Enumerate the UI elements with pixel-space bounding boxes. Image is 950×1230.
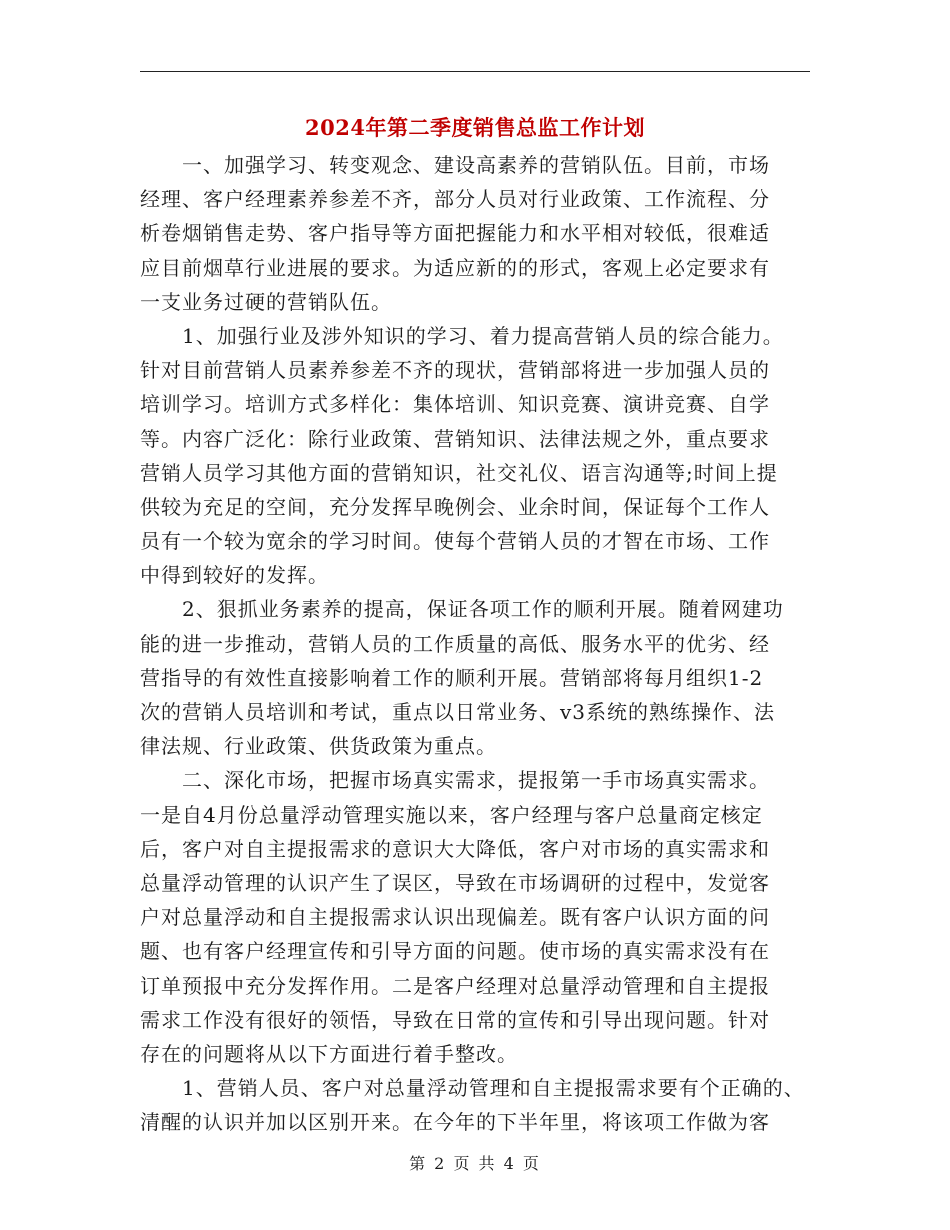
header-rule xyxy=(140,71,810,72)
text-line: 1、加强行业及涉外知识的学习、着力提高营销人员的综合能力。 xyxy=(140,323,784,348)
text-line: 清醒的认识并加以区别开来。在今年的下半年里，将该项工作做为客 xyxy=(140,1110,770,1135)
text-line: 后，客户对自主提报需求的意识大大降低，客户对市场的真实需求和 xyxy=(140,836,770,861)
text-line: 一支业务过硬的营销队伍。 xyxy=(140,289,392,314)
text-line: 员有一个较为宽余的学习时间。使每个营销人员的才智在市场、工作 xyxy=(140,529,770,554)
text-line: 次的营销人员培训和考试，重点以日常业务、v3系统的熟练操作、法 xyxy=(140,700,776,724)
text-line: 2、狠抓业务素养的提高，保证各项工作的顺利开展。随着网建功 xyxy=(140,597,784,622)
text-line: 总量浮动管理的认识产生了误区，导致在市场调研的过程中，发觉客 xyxy=(140,870,770,895)
text-line: 一是自4月份总量浮动管理实施以来，客户经理与客户总量商定核定 xyxy=(140,802,763,827)
text-line: 针对目前营销人员素养参差不齐的现状，营销部将进一步加强人员的 xyxy=(140,358,770,383)
text-line: 存在的问题将从以下方面进行着手整改。 xyxy=(140,1041,518,1066)
document-body xyxy=(140,148,820,1139)
document-title: 2024年第二季度销售总监工作计划 xyxy=(305,115,645,140)
text-line: 中得到较好的发挥。 xyxy=(140,563,329,588)
text-line: 一、加强学习、转变观念、建设高素养的营销队伍。目前，市场 xyxy=(140,153,770,177)
text-line: 等。内容广泛化：除行业政策、营销知识、法律法规之外，重点要求 xyxy=(140,426,770,451)
page-footer: 第 2 页 共 4 页 xyxy=(409,1154,541,1173)
text-line: 应目前烟草行业进展的要求。为适应新的的形式，客观上必定要求有 xyxy=(140,255,770,280)
text-line: 培训学习。培训方式多样化：集体培训、知识竞赛、演讲竞赛、自学 xyxy=(140,392,770,417)
text-line: 户对总量浮动和自主提报需求认识出现偏差。既有客户认识方面的问 xyxy=(140,905,770,930)
text-line: 二、深化市场，把握市场真实需求，提报第一手市场真实需求。 xyxy=(140,768,770,793)
text-line: 题、也有客户经理宣传和引导方面的问题。使市场的真实需求没有在 xyxy=(140,939,770,964)
text-line: 1、营销人员、客户对总量浮动管理和自主提报需求要有个正确的、 xyxy=(140,1076,805,1101)
text-line: 供较为充足的空间，充分发挥早晚例会、业余时间，保证每个工作人 xyxy=(140,494,770,519)
text-line: 析卷烟销售走势、客户指导等方面把握能力和水平相对较低，很难适 xyxy=(140,221,770,246)
text-line: 能的进一步推动，营销人员的工作质量的高低、服务水平的优劣、经 xyxy=(140,631,770,656)
text-line: 营销人员学习其他方面的营销知识，社交礼仪、语言沟通等;时间上提 xyxy=(140,460,778,485)
text-line: 订单预报中充分发挥作用。二是客户经理对总量浮动管理和自主提报 xyxy=(140,973,770,998)
text-line: 需求工作没有很好的领悟，导致在日常的宣传和引导出现问题。针对 xyxy=(140,1007,770,1032)
text-line: 律法规、行业政策、供货政策为重点。 xyxy=(140,734,497,759)
text-line: 营指导的有效性直接影响着工作的顺利开展。营销部将每月组织1-2 xyxy=(140,665,764,690)
text-line: 经理、客户经理素养参差不齐，部分人员对行业政策、工作流程、分 xyxy=(140,187,770,212)
